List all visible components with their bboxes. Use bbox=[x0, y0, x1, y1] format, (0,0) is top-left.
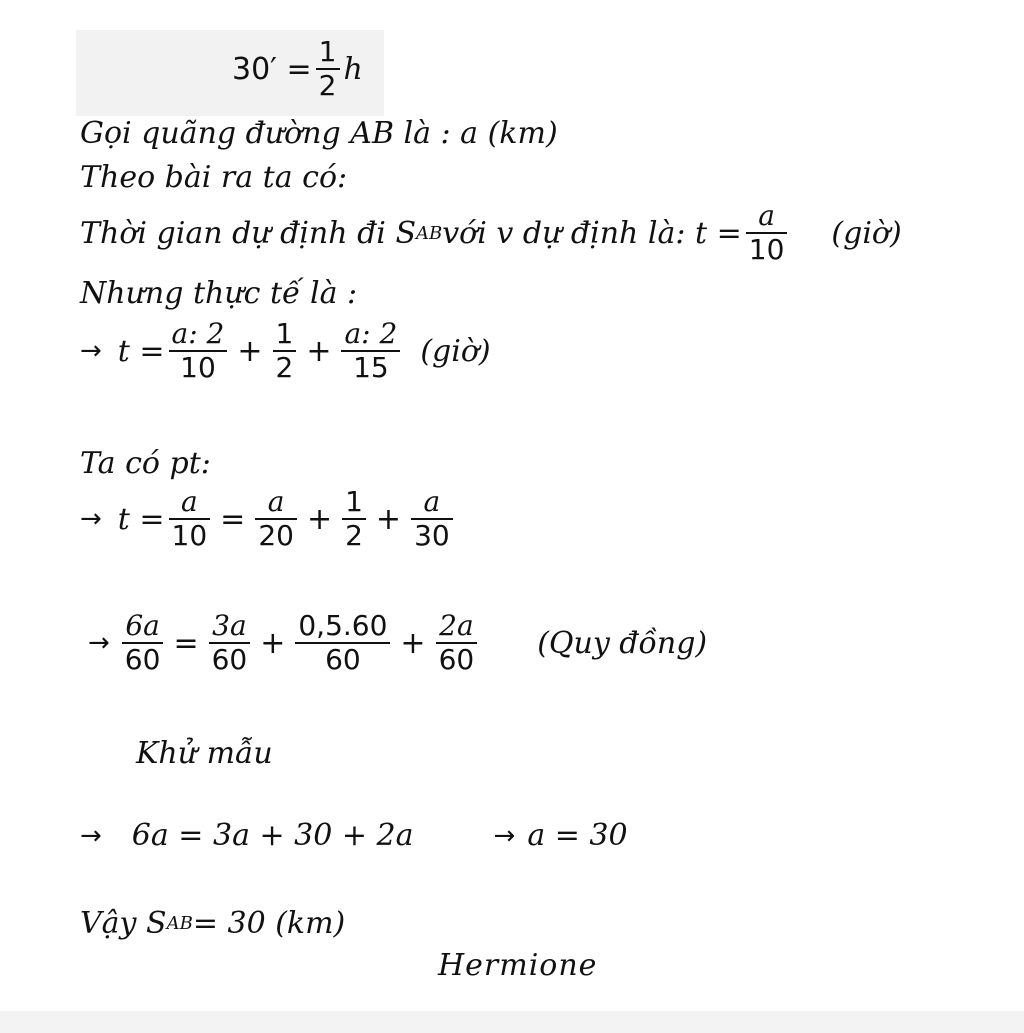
header-conversion bbox=[232, 36, 363, 102]
quy-dong-note: (Quy đồng) bbox=[537, 625, 708, 661]
equation-frac-1: $\frac{a}{10}$ bbox=[169, 486, 211, 552]
planned-time-fraction: $\frac{a}{10}$ bbox=[746, 200, 788, 266]
cd-frac-2: $\frac{3a}{60}$ bbox=[209, 610, 251, 676]
planned-time-sub: AB bbox=[416, 222, 443, 244]
actual-time-unit: (giờ) bbox=[420, 333, 491, 369]
planned-time-unit: (giờ) bbox=[831, 215, 902, 251]
signature: Hermione bbox=[438, 948, 598, 983]
header-unit: h bbox=[343, 51, 363, 87]
cd-frac-3: $\frac{0,5.60}{60}$ bbox=[295, 610, 390, 676]
line-theo-bai-ra: Theo bài ra ta có: bbox=[80, 160, 348, 195]
arrow-icon: → bbox=[80, 504, 102, 535]
actual-frac-1: $\frac{a: 2}{10}$ bbox=[169, 318, 228, 384]
conclusion-post: = 30 (km) bbox=[192, 906, 346, 941]
cd-frac-4: $\frac{2a}{60}$ bbox=[436, 610, 478, 676]
bottom-band bbox=[0, 1011, 1024, 1033]
equation-frac-4: $\frac{a}{30}$ bbox=[411, 486, 453, 552]
solve-equation: 6a = 3a + 30 + 2a bbox=[131, 818, 414, 853]
line-ta-co-pt: Ta có pt: bbox=[80, 446, 211, 481]
actual-frac-2: $\frac{1}{2}$ bbox=[273, 318, 297, 384]
line-planned-time bbox=[80, 200, 902, 266]
actual-frac-3: $\frac{a: 2}{15}$ bbox=[341, 318, 400, 384]
arrow-icon: → bbox=[80, 820, 102, 851]
planned-time-mid: với v dự định là: t = bbox=[442, 215, 742, 251]
planned-time-pre: Thời gian dự định đi S bbox=[80, 215, 416, 251]
line-khu-mau: Khử mẫu bbox=[136, 736, 273, 771]
line-define-ab: Gọi quãng đường AB là : a (km) bbox=[80, 116, 558, 151]
line-solve bbox=[80, 818, 628, 853]
header-fraction: $\frac{1}{2}$ bbox=[316, 36, 340, 102]
arrow-icon: → bbox=[88, 628, 110, 659]
conclusion-sub: AB bbox=[166, 913, 193, 934]
header-lhs: 30′ = bbox=[232, 51, 312, 87]
line-thuc-te: Nhưng thực tế là : bbox=[80, 276, 358, 311]
actual-time-lhs: t = bbox=[117, 333, 165, 369]
solve-result: a = 30 bbox=[527, 818, 628, 853]
conclusion-pre: Vậy S bbox=[80, 906, 167, 941]
equation-frac-2: $\frac{a}{20}$ bbox=[255, 486, 297, 552]
equation-lhs: t = bbox=[117, 501, 165, 537]
line-equation: → t = $\frac{a}{10}$ = $\frac{a}{20}$ + $\frac{1}{2}$ + $\frac{a}{30}$ bbox=[80, 486, 457, 552]
line-conclusion bbox=[80, 906, 345, 941]
arrow-icon: → bbox=[493, 820, 516, 851]
line-actual-time: → t = $\frac{a: 2}{10}$ + $\frac{1}{2}$ + $\frac{a: 2}{15}$ (giờ) bbox=[80, 317, 491, 385]
line-common-denominator: → $\frac{6a}{60}$ = $\frac{3a}{60}$ + $\frac{0,5.60}{60}$ + $\frac{2a}{60}$ (Quy đồng) bbox=[88, 609, 708, 677]
cd-frac-1: $\frac{6a}{60}$ bbox=[122, 610, 164, 676]
arrow-icon: → bbox=[80, 336, 102, 367]
equation-frac-3: $\frac{1}{2}$ bbox=[342, 486, 366, 552]
